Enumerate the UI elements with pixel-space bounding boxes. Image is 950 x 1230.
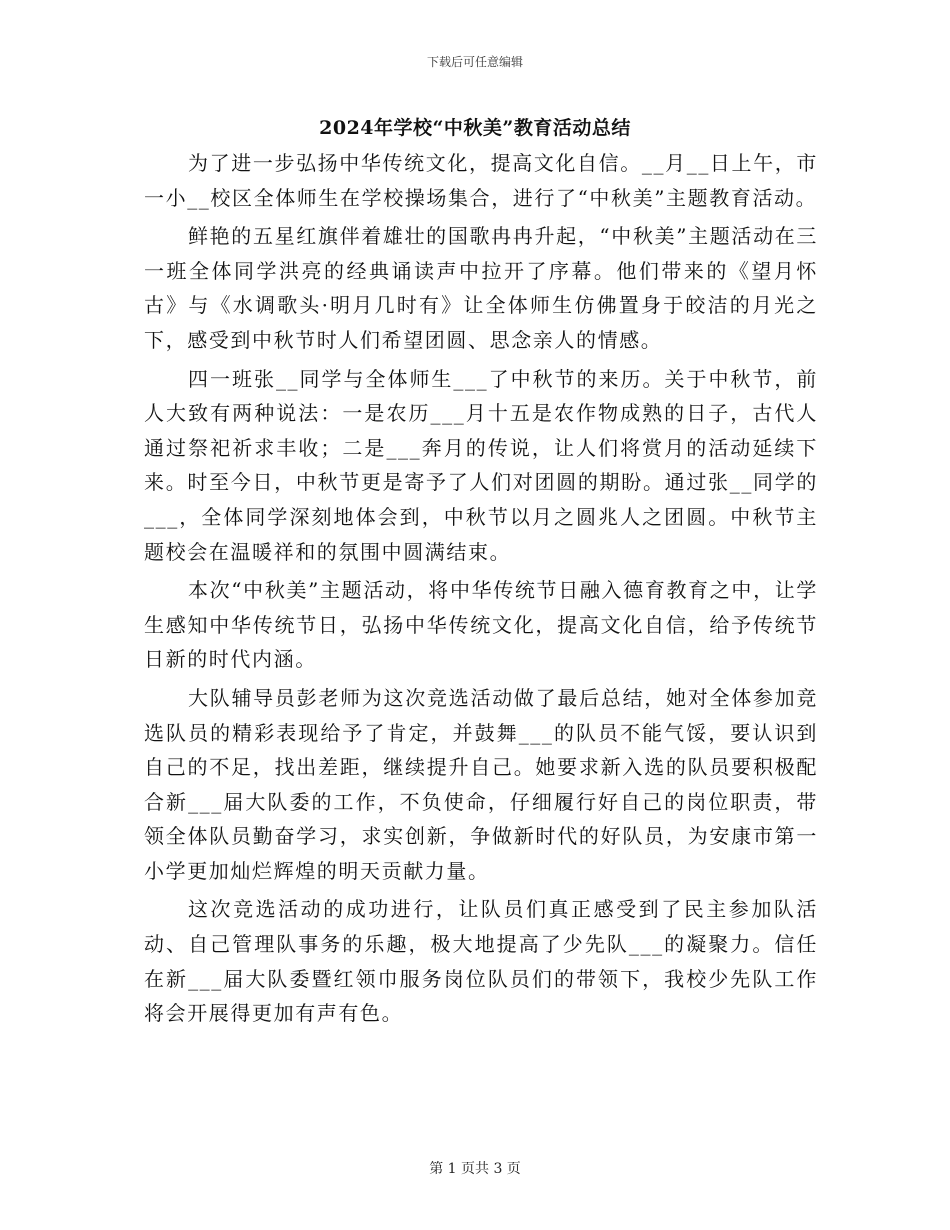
paragraph-2: 鲜艳的五星红旗伴着雄壮的国歌冉冉升起，“中秋美”主题活动在三一班全体同学洪亮的经典诵读声中拉开了序幕。他们带来的《望月怀古》与《水调歌头·明月几时有》让全体师生仿佛置身于皎洁的月光之下，感受到中秋节时人们希望团圆、思念亲人的情感。 [144, 224, 818, 352]
header-note: 下载后可任意编辑 [426, 55, 523, 69]
page-number: 第 1 页共 3 页 [429, 1161, 521, 1177]
document-body [144, 146, 818, 1035]
paragraph-5: 大队辅导员彭老师为这次竞选活动做了最后总结，她对全体参加竞选队员的精彩表现给予了肯定，并鼓舞___的队员不能气馁，要认识到自己的不足，找出差距，继续提升自己。她要求新入选的队员要积极配合新___届大队委的工作，不负使命，仔细履行好自己的岗位职责，带领全体队员勤奋学习，求实创新，争做新时代的好队员，为安康市第一小学更加灿烂辉煌的明天贡献力量。 [144, 685, 818, 883]
document-title: 2024年学校“中秋美”教育活动总结 [319, 117, 631, 139]
paragraph-6: 这次竞选活动的成功进行，让队员们真正感受到了民主参加队活动、自己管理队事务的乐趣，极大地提高了少先队___的凝聚力。信任在新___届大队委暨红领巾服务岗位队员们的带领下，我校少先队工作将会开展得更加有声有色。 [144, 897, 818, 1026]
paragraph-4: 本次“中秋美”主题活动，将中华传统节日融入德育教育之中，让学生感知中华传统节日，弘扬中华传统文化，提高文化自信，给予传统节日新的时代内涵。 [144, 578, 818, 672]
paragraph-1: 为了进一步弘扬中华传统文化，提高文化自信。__月__日上午，市一小__校区全体师生在学校操场集合，进行了“中秋美”主题教育活动。 [144, 151, 818, 210]
paragraph-3: 四一班张__同学与全体师生___了中秋节的来历。关于中秋节，前人大致有两种说法：一是农历___月十五是农作物成熟的日子，古代人通过祭祀祈求丰收；二是___奔月的传说，让人们将赏月的活动延续下来。时至今日，中秋节更是寄予了人们对团圆的期盼。通过张__同学的___，全体同学深刻地体会到，中秋节以月之圆兆人之团圆。中秋节主题校会在温暖祥和的氛围中圆满结束。 [144, 366, 818, 564]
